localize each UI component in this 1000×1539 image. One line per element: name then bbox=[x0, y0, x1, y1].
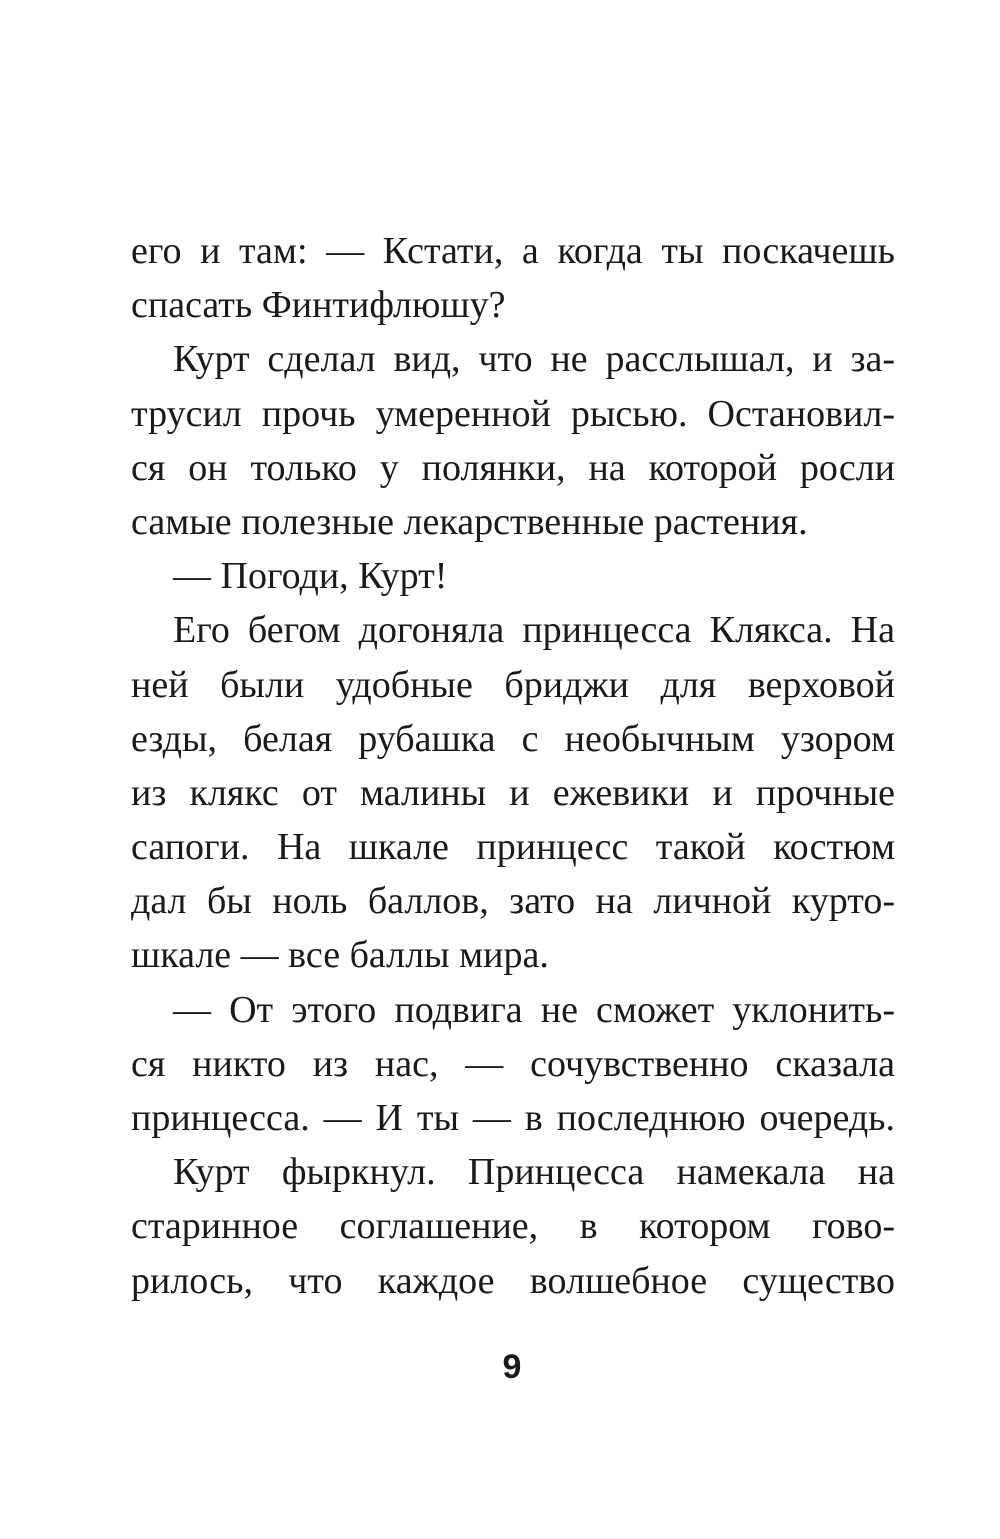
text-line: его и там: — Кстати, а когда ты поскачешь bbox=[131, 230, 895, 272]
text-line: принцесса. — И ты — в последнюю очередь. bbox=[131, 1097, 895, 1139]
text-line: рилось, что каждое волшебное существо bbox=[131, 1259, 895, 1302]
text-line: езды, белая рубашка с необычным узором bbox=[131, 717, 895, 760]
text-line: сапоги. На шкале принцесс такой костюм bbox=[131, 826, 895, 869]
text-line: трусил прочь умеренной рысью. Остановил- bbox=[131, 392, 895, 435]
text-line: — От этого подвига не сможет уклонить- bbox=[173, 988, 895, 1031]
text-line: ся он только у полянки, на которой росли bbox=[131, 446, 895, 489]
text-line: старинное соглашение, в котором гово- bbox=[131, 1205, 895, 1248]
text-line: ся никто из нас, — сочувственно сказала bbox=[131, 1042, 895, 1085]
text-line: Курт сделал вид, что не расслышал, и за- bbox=[173, 338, 895, 381]
page-number: 9 bbox=[502, 1348, 522, 1386]
text-line: Курт фыркнул. Принцесса намекала на bbox=[173, 1151, 895, 1194]
text-line: спасать Финтифлюшу? bbox=[131, 284, 506, 327]
text-line: самые полезные лекарственные растения. bbox=[131, 500, 808, 543]
text-line: Его бегом догоняла принцесса Клякса. На bbox=[173, 609, 895, 652]
text-line: ней были удобные бриджи для верховой bbox=[131, 663, 895, 706]
text-line: шкале — все баллы мира. bbox=[131, 934, 549, 977]
text-line: из клякс от малины и ежевики и прочные bbox=[131, 771, 895, 814]
text-line: — Погоди, Курт! bbox=[173, 555, 448, 598]
book-page-text bbox=[131, 224, 895, 1308]
text-line: дал бы ноль баллов, зато на личной курто- bbox=[131, 880, 895, 923]
